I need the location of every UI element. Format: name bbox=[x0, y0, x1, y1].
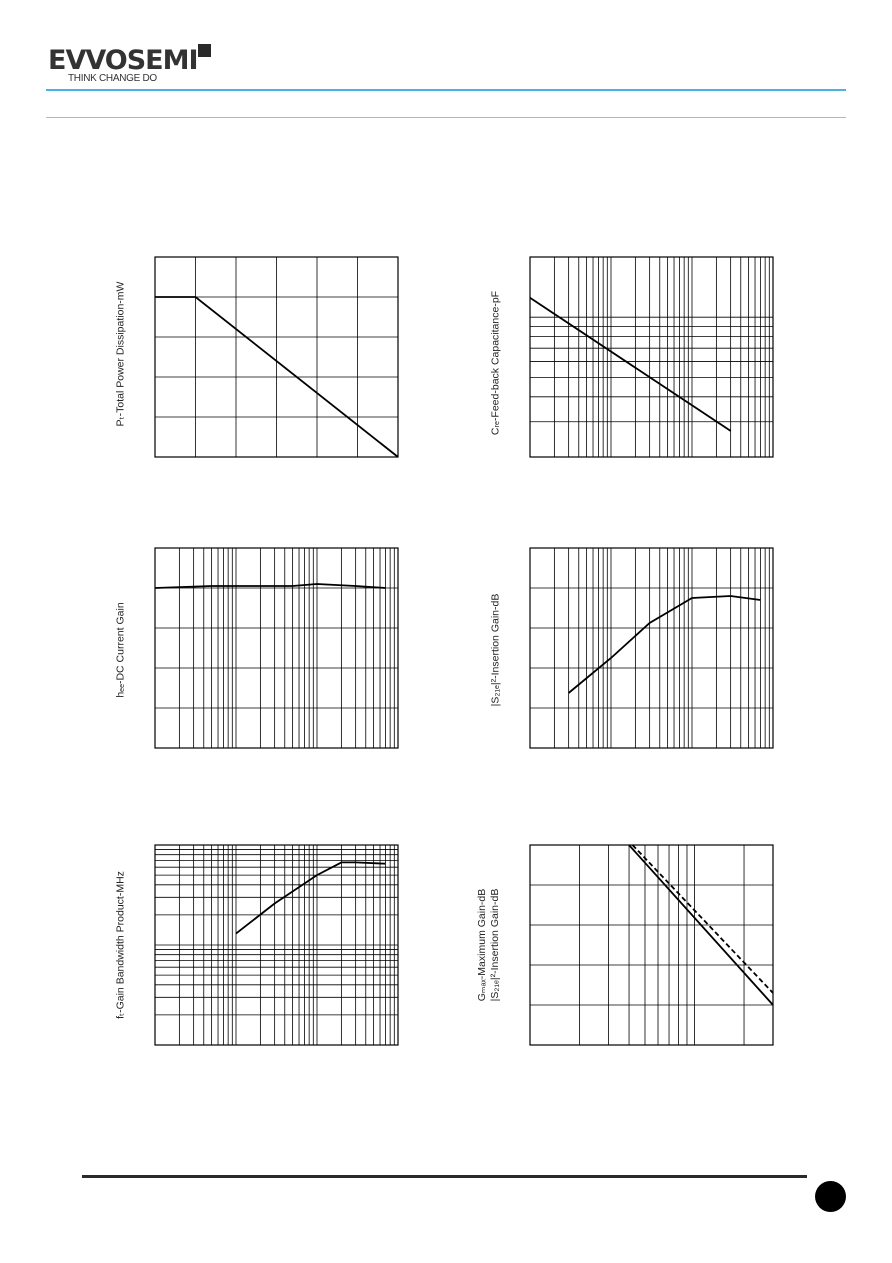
series-line-1 bbox=[633, 845, 774, 993]
company-logo bbox=[48, 44, 218, 88]
chart-power-dissipation bbox=[150, 252, 406, 464]
ylabel-gain-bandwidth: fₜ-Gain Bandwidth Product-MHz bbox=[114, 871, 127, 1019]
chart-maximum-gain bbox=[525, 840, 781, 1052]
ylabel-insertion-gain: |S₂₁ₑ|²-Insertion Gain-dB bbox=[489, 593, 502, 707]
plot-frame bbox=[155, 548, 398, 748]
chart-dc-current-gain bbox=[150, 543, 406, 755]
series-line-0 bbox=[569, 596, 761, 693]
plot-frame bbox=[530, 257, 773, 457]
header-rule bbox=[46, 89, 846, 91]
page-marker-icon bbox=[815, 1181, 846, 1212]
chart-gain-bandwidth bbox=[150, 840, 406, 1052]
series-line-0 bbox=[530, 298, 731, 431]
footer-rule bbox=[82, 1175, 807, 1178]
ylabel-feedback-capacitance: Cᵣₑ-Feed-back Capacitance-pF bbox=[489, 290, 502, 436]
logo-square-icon bbox=[198, 44, 211, 57]
plot-frame bbox=[530, 845, 773, 1045]
chart-insertion-gain bbox=[525, 543, 781, 755]
logo-wordmark: EVVOSEMI bbox=[48, 45, 198, 76]
logo-tagline: THINK CHANGE DO bbox=[68, 73, 157, 84]
header-rule-secondary bbox=[46, 117, 846, 118]
series-line-0 bbox=[236, 862, 386, 933]
ylabel-maximum-gain: Gₘₐₓ-Maximum Gain-dB |S₂₁ₑ|²-Insertion Gain-dB bbox=[476, 888, 501, 1002]
chart-feedback-capacitance bbox=[525, 252, 781, 464]
series-line-0 bbox=[155, 584, 386, 588]
ylabel-power-dissipation: Pₜ-Total Power Dissipation-mW bbox=[114, 281, 127, 427]
plot-frame bbox=[530, 548, 773, 748]
ylabel-dc-current-gain: hₑₑ-DC Current Gain bbox=[114, 602, 127, 698]
